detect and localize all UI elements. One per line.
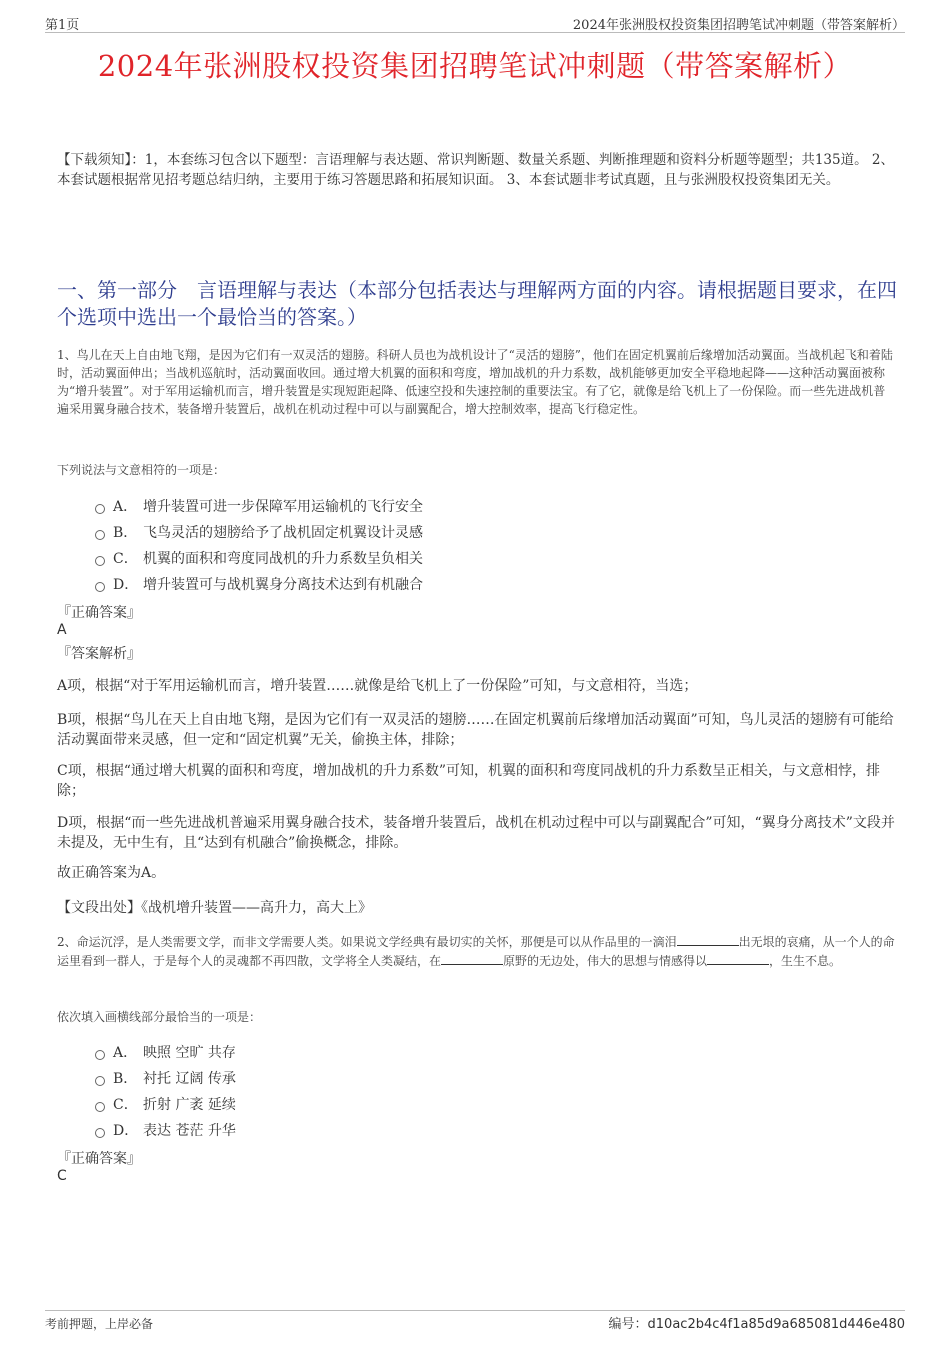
question-2-stem (57, 933, 895, 971)
option-text: 折射 广袤 延续 (143, 1097, 236, 1113)
question-2-answer: C (57, 1168, 67, 1184)
question-2-answer-label: 『正确答案』 (57, 1151, 141, 1167)
code-label: 编号： (608, 1317, 648, 1332)
option-text: 机翼的面积和弯度同战机的升力系数呈负相关 (143, 551, 423, 567)
radio-icon[interactable] (95, 530, 105, 540)
code-value: d10ac2b4c4f1a85d9a685081d446e480 (647, 1317, 905, 1332)
stem-part: 2、命运沉浮，是人类需要文学，而非文学需要人类。如果说文学经典有最切实的关怀，那便是可以从作品里的一滴泪 (57, 935, 677, 949)
question-1-source: 【文段出处】《战机增升装置——高升力，高大上》 (57, 900, 372, 916)
analysis-item-d: D项，根据“而一些先进战机普遍采用翼身融合技术，装备增升装置后，战机在机动过程中可以与副翼配合”可知，“翼身分离技术”文段并未提及，无中生有，且“达到有机融合”偷换概念，排除。 (57, 815, 895, 851)
radio-icon[interactable] (95, 1102, 105, 1112)
option-text: 映照 空旷 共存 (143, 1045, 236, 1061)
radio-icon[interactable] (95, 1050, 105, 1060)
option-text: 衬托 辽阔 传承 (143, 1071, 236, 1087)
stem-part: ，生生不息。 (769, 954, 842, 968)
option-letter: D． (113, 1123, 139, 1139)
fill-blank[interactable] (441, 952, 503, 965)
question-1-option-d[interactable] (95, 574, 423, 594)
analysis-item-c: C项，根据“通过增大机翼的面积和弯度，增加战机的升力系数”可知，机翼的面积和弯度同战机的升力系数呈正相关，与文意相悖，排除； (57, 763, 881, 799)
option-text: 表达 苍茫 升华 (143, 1123, 236, 1139)
option-letter: C． (113, 551, 138, 567)
fill-blank[interactable] (707, 952, 769, 965)
question-1-option-b[interactable] (95, 522, 423, 542)
option-text: 增升装置可进一步保障军用运输机的飞行安全 (143, 499, 423, 515)
question-2-option-d[interactable] (95, 1120, 236, 1140)
footer-divider (45, 1310, 905, 1311)
stem-part: 原野的无边处，伟大的思想与情感得以 (503, 954, 708, 968)
question-1-option-a[interactable] (95, 496, 423, 516)
question-1-answer: A (57, 622, 67, 638)
radio-icon[interactable] (95, 1128, 105, 1138)
question-1-answer-label: 『正确答案』 (57, 605, 141, 621)
footer-slogan: 考前押题，上岸必备 (45, 1317, 154, 1331)
question-1-option-c[interactable] (95, 548, 423, 568)
running-header-title: 2024年张洲股权投资集团招聘笔试冲刺题（带答案解析） (572, 18, 905, 33)
radio-icon[interactable] (95, 556, 105, 566)
question-1-stem: 1、鸟儿在天上自由地飞翔，是因为它们有一双灵活的翅膀。科研人员也为战机设计了“灵活的翅膀”，他们在固定机翼前后缘增加活动翼面。当战机起飞和着陆时，活动翼面伸出；当战机巡航时，活动翼面收回。通过增大机翼的面积和弯度，增加战机的升力系数，战机能够更加安全平稳地起降——这种活动翼面被称为“增升装置”。对于军用运输机而言，增升装置是实现短距起降、低速空投和失速控制的重要法宝。有了它，就像是给飞机上了一份保险。而一些先进战机普遍采用翼身融合技术，装备增升装置后，战机在机动过程中可以与副翼配合，增大控制效率，提高飞行稳定性。 (57, 348, 893, 416)
radio-icon[interactable] (95, 504, 105, 514)
radio-icon[interactable] (95, 582, 105, 592)
option-letter: A． (113, 1045, 138, 1061)
question-2-prompt: 依次填入画横线部分最恰当的一项是： (57, 1010, 262, 1024)
question-2-option-b[interactable] (95, 1068, 236, 1088)
question-2-option-c[interactable] (95, 1094, 236, 1114)
page-number: 第1页 (45, 18, 80, 33)
option-letter: A． (113, 499, 138, 515)
radio-icon[interactable] (95, 1076, 105, 1086)
option-letter: B． (113, 525, 138, 541)
analysis-conclusion: 故正确答案为A。 (57, 865, 166, 881)
question-1-analysis-label: 『答案解析』 (57, 646, 141, 662)
question-2-option-a[interactable] (95, 1042, 236, 1062)
header-divider (45, 32, 905, 33)
document-title: 2024年张洲股权投资集团招聘笔试冲刺题（带答案解析） (97, 49, 853, 83)
option-text: 飞鸟灵活的翅膀给予了战机固定机翼设计灵感 (143, 525, 423, 541)
section-heading: 一、第一部分 言语理解与表达（本部分包括表达与理解两方面的内容。请根据题目要求，在四个选项中选出一个最恰当的答案。） (57, 278, 897, 329)
download-notice: 【下载须知】：1，本套练习包含以下题型：言语理解与表达题、常识判断题、数量关系题、判断推理题和资料分析题等题型；共135道。 2、本套试题根据常见招考题总结归纳，主要用于练习答题思路和拓展知识面。 3、本套试题非考试真题，且与张洲股权投资集团无关。 (57, 152, 894, 188)
option-text: 增升装置可与战机翼身分离技术达到有机融合 (143, 577, 423, 593)
option-letter: B． (113, 1071, 138, 1087)
analysis-item-b: B项，根据“鸟儿在天上自由地飞翔，是因为它们有一双灵活的翅膀……在固定机翼前后缘增加活动翼面”可知，鸟儿灵活的翅膀有可能给活动翼面带来灵感，但一定和“固定机翼”无关，偷换主体，排除； (57, 712, 894, 748)
option-letter: C． (113, 1097, 138, 1113)
document-code (609, 1313, 905, 1332)
question-1-prompt: 下列说法与文意相符的一项是： (57, 463, 226, 477)
stem-part: 出无垠的哀痛，从一个人的命运里看到一群人，于是每个人的灵魂都不再四散，文学将全人类凝结，在 (57, 935, 895, 968)
analysis-item-a: A项，根据“对于军用运输机而言，增升装置……就像是给飞机上了一份保险”可知，与文意相符，当选； (57, 678, 698, 694)
option-letter: D． (113, 577, 139, 593)
fill-blank[interactable] (677, 933, 739, 946)
